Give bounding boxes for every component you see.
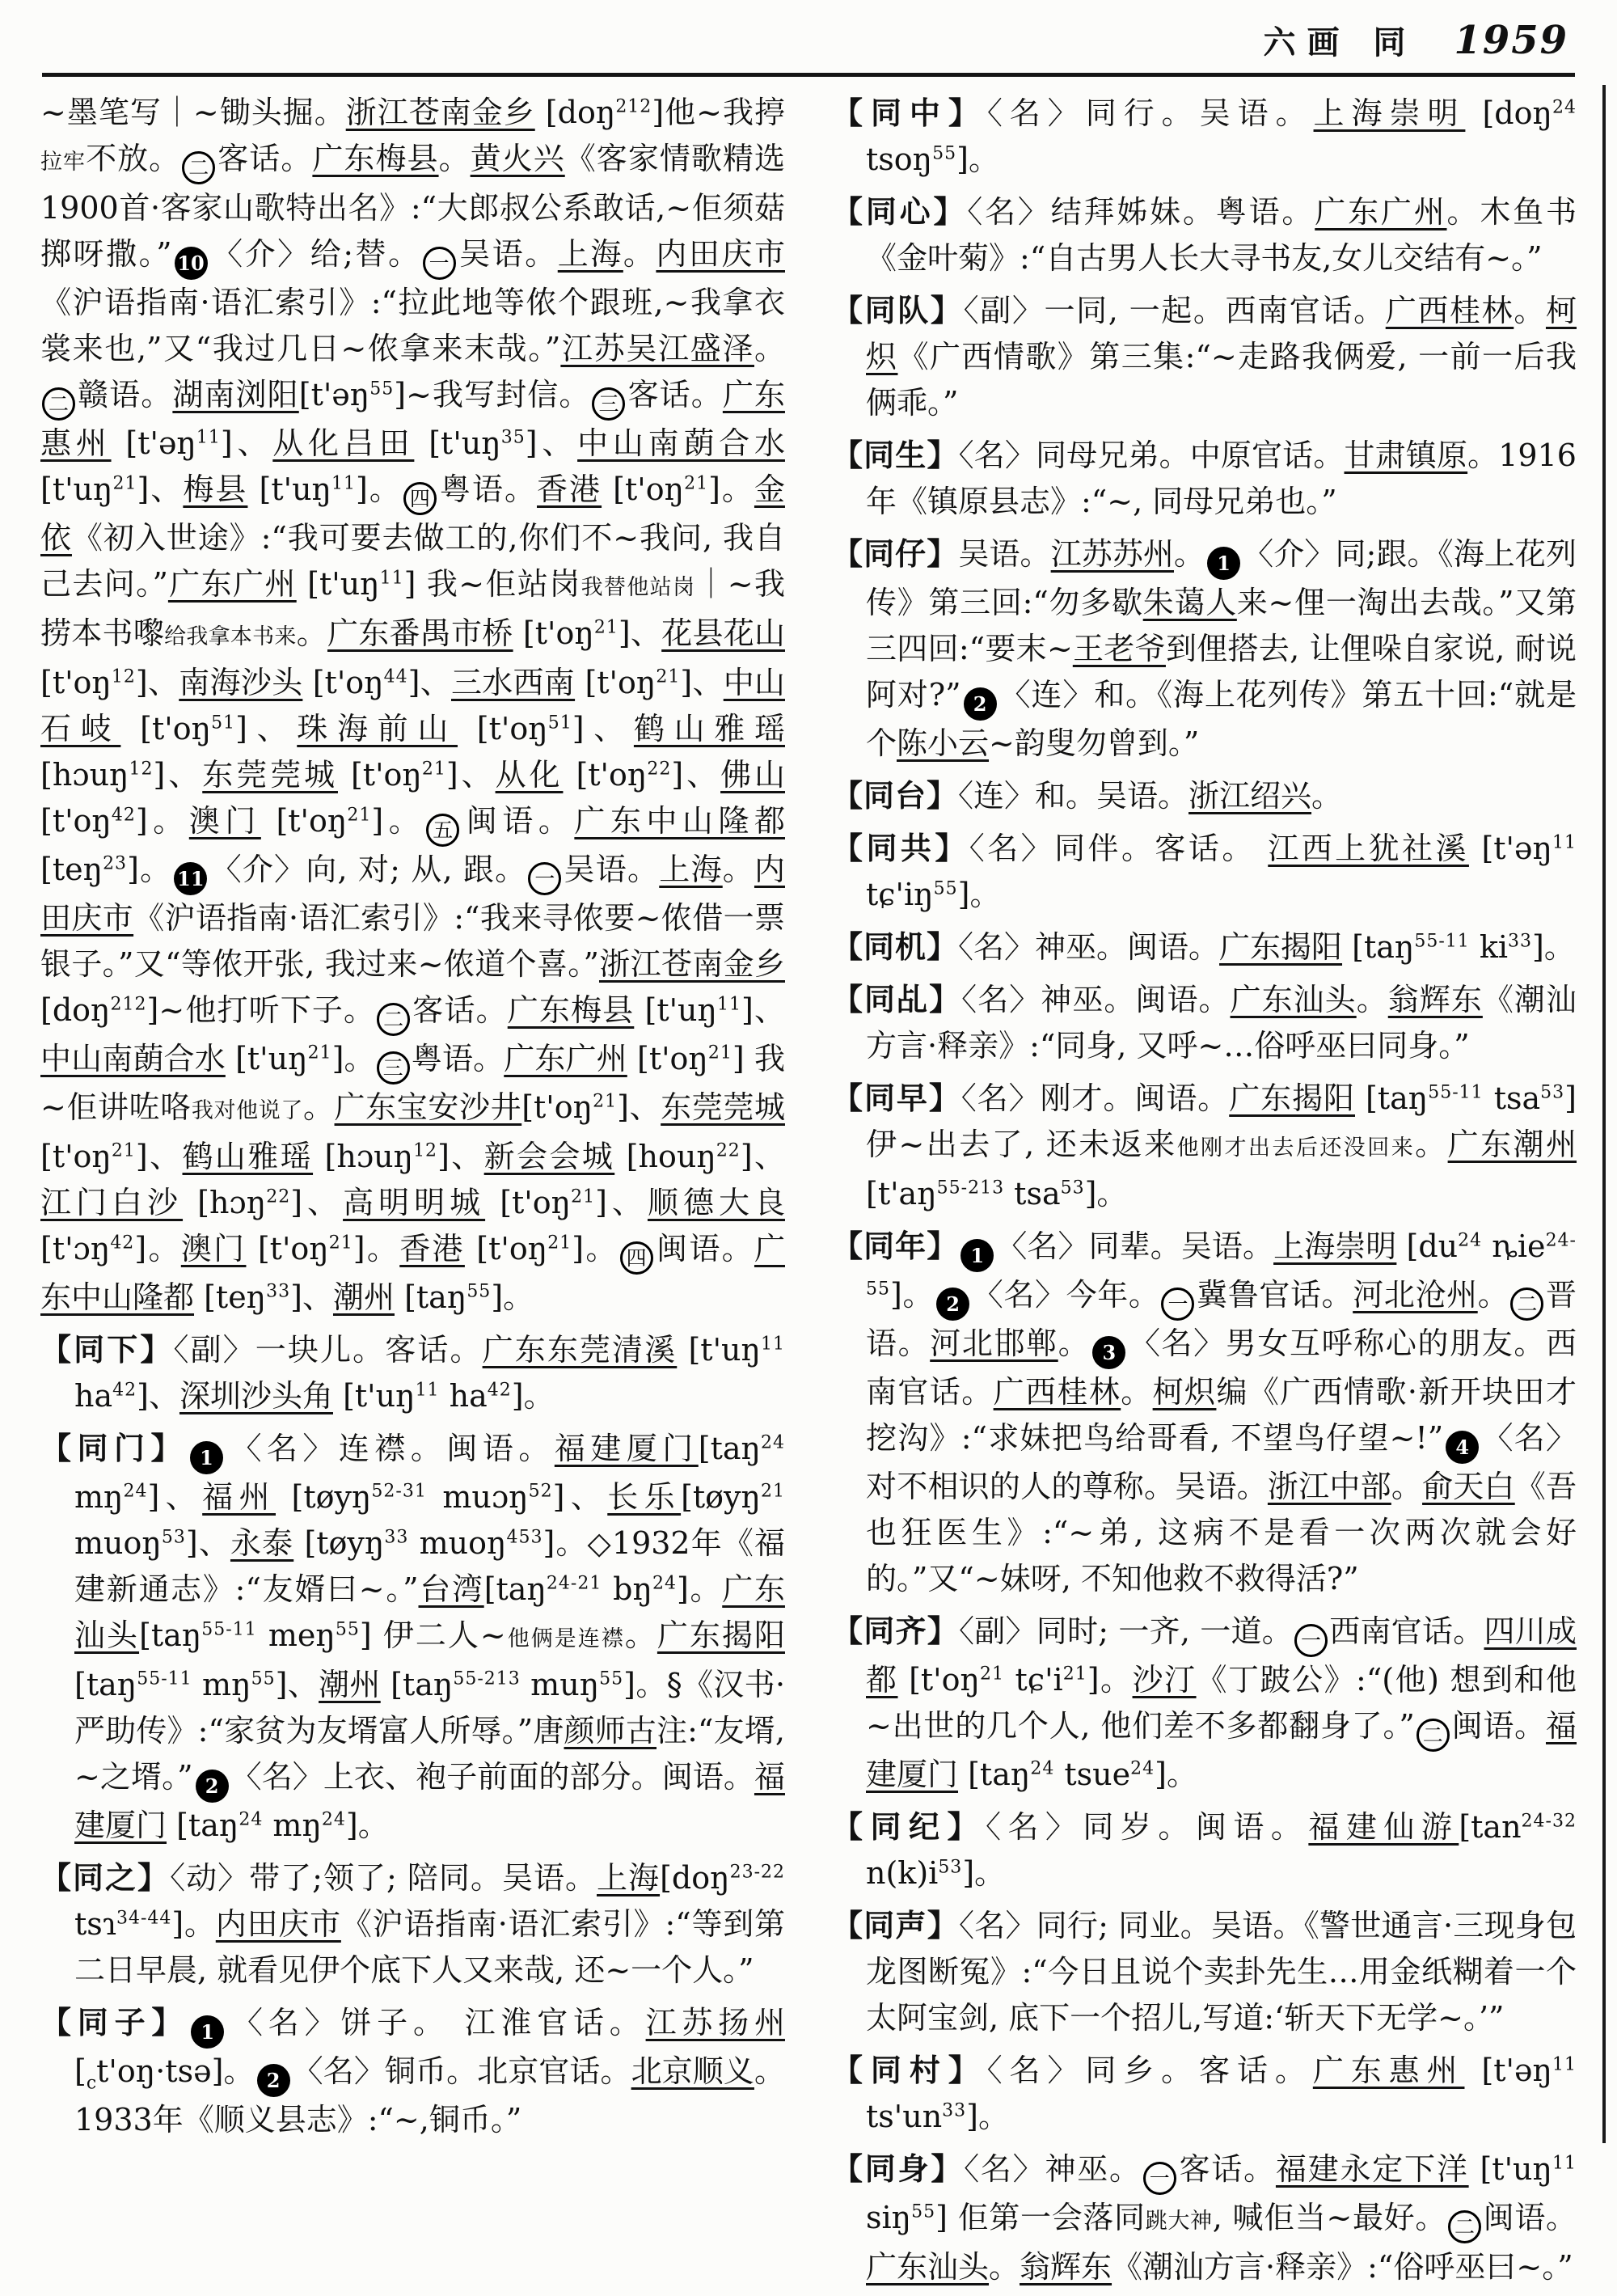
tone-superscript: 52-31 [371, 1481, 427, 1502]
page-header [40, 0, 1577, 73]
entry-同之: 【同之】〈动〉带了;领了; 陪同。吴语。上海[doŋ$^{23-22}$ tsɿ$^{34-44}$]。内田庆市《沪语指南·语汇索引》:“等到第二日早晨, 就看见伊个底下人又来哉, 还~一个人。” [40, 1859, 785, 1988]
headword: 【同生】 [832, 437, 959, 473]
text-columns [40, 77, 1577, 2296]
proper-name: 福建厦门 [74, 1759, 785, 1843]
headword: 【同门】 [40, 1430, 188, 1466]
section-label: 六画 同 [1263, 23, 1417, 61]
tone-superscript: 11 [415, 1380, 440, 1401]
entry-同仔: 【同仔】吴语。江苏苏州。 1 〈介〉同;跟。《海上花列传》第三回:“勿多歇朱蔼人来~俚一淘出去哉。”又第三四回:“要末~王老爷到俚搭去, 让俚哚自家说, 耐说阿对?” 2 〈连〉和。《海上花列传》第五十回:“就是个陈小云~韵叟勿曾到。” [832, 535, 1577, 761]
tone-superscript: 11 [717, 994, 742, 1015]
proper-name: 上海 [659, 852, 723, 887]
sense-number-badge: 1 [191, 2015, 224, 2049]
proper-name: 顺德大良 [647, 1185, 785, 1220]
proper-name: 江苏苏州 [1050, 536, 1174, 572]
tone-superscript: 24 [321, 1809, 346, 1830]
proper-name: 中山石岐 [40, 665, 785, 746]
headword: 【同村】 [832, 2052, 987, 2088]
proper-name: 福建仙游 [1308, 1809, 1459, 1845]
sense-number-badge: 10 [175, 247, 208, 280]
tone-superscript: 21 [547, 1233, 572, 1254]
headword: 【同乩】 [832, 981, 962, 1017]
tone-superscript: 35 [500, 427, 526, 448]
tone-superscript: 55-11 [1414, 931, 1470, 952]
proper-name: 潮州 [332, 1279, 395, 1315]
proper-name: 广东惠州 [40, 377, 785, 461]
entry-continuation: ~墨笔写｜~锄头掘。浙江苍南金乡 [doŋ$^{212}$]他~我揨拉牢不放。 二 客话。广东梅县。黄火兴《客家情歌精选1900首·客家山歌特出名》:“大郎叔公系敢话,~佢须菇掷呀撒。” 10 〈介〉给;替。 一 吴语。上海。内田庆市《沪语指南·语汇索引》:“拉此地等侬个跟班,~我拿衣裳来也,”又“我过几日~侬拿来末哉。”江苏吴江盛泽。二 赣语。湖南浏阳[t'əŋ$^{55}$]~我写封信。 三 客话。广东惠州 [t'əŋ$^{11}$]、从化吕田 $[t'uŋ^{35}]$、中山南蓢合水 $[t'uŋ^{21}]$、梅县 $[t'uŋ^{11}]$。 四 粤语。香港 $[t'oŋ^{21}]$。金依《初入世途》:“我可要去做工的,你们不~我问, 我自己去问。”广东广州 $[t'uŋ^{11}]$ 我~佢站岗我替他站岗｜~我捞本书嚟给我拿本书来。广东番禺市桥 $[t'oŋ^{21}]$、花县花山 $[t'oŋ^{12}]$、南海沙头 $[t'oŋ^{44}]$、三水西南 $[t'oŋ^{21}]$、中山石岐 $[t'oŋ^{51}]$、珠海前山 $[t'oŋ^{51}]$、鹤山雅瑶 [hɔuŋ$^{12}$]、东莞莞城 $[t'oŋ^{21}]$、从化 $[t'oŋ^{22}]$、佛山 $[t'oŋ^{42}]$。澳门 $[t'oŋ^{21}]$。 五 闽语。广东中山隆都 [teŋ$^{23}$]。 11 〈介〉向, 对; 从, 跟。 一 吴语。上海。内田庆市《沪语指南·语汇索引》:“我来寻侬要~侬借一票银子。”又“等侬开张, 我过来~侬道个喜。”浙江苍南金乡[doŋ$^{212}$]~他打听下子。 二 客话。广东梅县 $[t'uŋ^{11}]$、中山南蓢合水 $[t'uŋ^{21}]$。 三 粤语。广东广州 $[t'oŋ^{21}]$ 我~佢讲咗咯我对他说了。广东宝安沙井$[t'oŋ^{21}]$、东莞莞城 $[t'oŋ^{21}]$、鹤山雅瑶 [hɔuŋ$^{12}$]、新会会城 [houŋ$^{22}$]、江门白沙 [hɔŋ$^{22}$]、高明明城 $[t'oŋ^{21}]$、顺德大良 [t'ɔŋ$^{42}$]。澳门 $[t'oŋ^{21}]$。香港 $[t'oŋ^{21}]$。 四 闽语。广东中山隆都 [teŋ$^{33}$]、潮州 [taŋ$^{55}$]。 [40, 95, 786, 1315]
proper-name: 柯炽 [1152, 1374, 1217, 1410]
subsense-number-badge: 二 [1416, 1719, 1450, 1752]
proper-name: 上海 [557, 236, 623, 272]
tone-superscript: 42 [487, 1380, 512, 1401]
entry-同齐: 【同齐】〈副〉同时; 一齐, 一道。 一 西南官话。四川成都 [$t'oŋ^{21}$ $tɕ'i^{21}$]。沙汀《丁跛公》:“(他) 想到和他~出世的几个人, 他们差不多都翻身了。” 二 闽语。福建厦门 [taŋ$^{24}$ tsue$^{24}$]。 [832, 1613, 1577, 1792]
proper-name: 广东梅县 [312, 141, 439, 176]
tone-superscript: 53 [161, 1527, 186, 1548]
tone-superscript: 24 [123, 1481, 148, 1502]
tone-superscript: 21 [112, 473, 137, 494]
proper-name: 广东中山隆都 [40, 1231, 785, 1315]
headword: 【同队】 [832, 292, 964, 328]
proper-name: 广西桂林 [1385, 293, 1514, 328]
proper-name: 陈小云 [897, 725, 990, 761]
tone-superscript: 212 [110, 994, 147, 1015]
proper-name: 上海崇明 [1313, 95, 1466, 131]
sense-number-badge: 3 [1092, 1336, 1125, 1369]
tone-superscript: 42 [112, 1380, 137, 1401]
tone-superscript: 55 [911, 2201, 936, 2222]
sense-number-badge: 1 [960, 1239, 994, 1272]
sense-number-badge: 11 [174, 862, 207, 895]
proper-name: 广东惠州 [1312, 2053, 1465, 2088]
tone-superscript: 21 [979, 1664, 1004, 1685]
headword: 【同子】 [40, 2004, 189, 2040]
tone-superscript: 22 [716, 1140, 741, 1161]
proper-name: 澳门 [188, 803, 261, 839]
subsense-number-badge: 二 [182, 151, 215, 184]
tone-superscript: 22 [647, 759, 672, 780]
entry-同早: 【同早】〈名〉刚才。闽语。广东揭阳 [taŋ$^{55-11}$ tsa$^{53}$] 伊~出去了, 还未返来他刚才出去后还没回来。广东潮州 [$t'aŋ^{55-213}$ tsa$^{53}$]。 [832, 1080, 1577, 1211]
tone-superscript: 24 [1130, 1758, 1155, 1779]
proper-name: 江苏扬州 [645, 2005, 785, 2040]
tone-superscript: 453 [506, 1527, 543, 1548]
tone-superscript: 21 [707, 1042, 733, 1063]
headword: 【同早】 [832, 1080, 961, 1116]
proper-name: 湖南浏阳 [172, 377, 299, 412]
tone-superscript: 22 [266, 1186, 291, 1207]
headword: 【同机】 [832, 928, 959, 965]
tone-superscript: 33 [266, 1281, 291, 1302]
proper-name: 福建厦门 [554, 1431, 699, 1466]
tone-superscript: 53 [1540, 1082, 1565, 1103]
proper-name: 内田庆市 [215, 1906, 341, 1942]
tone-superscript: 21 [328, 1233, 353, 1254]
sense-number-badge: 2 [936, 1288, 969, 1321]
tone-superscript: 55-213 [453, 1668, 521, 1689]
tone-superscript: 11 [331, 473, 357, 494]
proper-name: 珠海前山 [297, 711, 458, 746]
proper-name: 广东揭阳 [1219, 929, 1343, 965]
subsense-number-badge: 五 [426, 814, 459, 847]
subsense-number-badge: 四 [403, 482, 437, 515]
tone-superscript: 21 [111, 1140, 136, 1161]
tone-superscript: 33 [384, 1527, 409, 1548]
tone-superscript: 24-21 [546, 1573, 602, 1594]
proper-name: 永泰 [230, 1525, 294, 1561]
proper-name: 浙江苍南金乡 [345, 95, 535, 130]
tone-superscript: 55 [933, 878, 958, 899]
proper-name: 江西上犹社溪 [1268, 831, 1469, 866]
headword: 【同心】 [832, 193, 968, 230]
tone-superscript: 11 [1552, 2054, 1577, 2075]
proper-name: 颜师古 [564, 1713, 657, 1748]
tone-superscript: 21 [1062, 1664, 1087, 1685]
proper-name: 北京顺义 [631, 2053, 754, 2089]
proper-name: 俞天白 [1422, 1469, 1515, 1504]
tone-superscript: 21 [684, 473, 709, 494]
tone-superscript: 12 [413, 1140, 438, 1161]
subsense-number-badge: 二 [42, 387, 75, 421]
proper-name: 广东广州 [167, 566, 297, 602]
tone-superscript: 33 [942, 2100, 967, 2121]
tone-superscript: 33 [1508, 931, 1533, 952]
headword: 【同共】 [832, 830, 969, 866]
tone-superscript: 21 [307, 1042, 332, 1063]
entry-同生: 【同生】〈名〉同母兄弟。中原官话。甘肃镇原。1916年《镇原县志》:“~, 同母兄弟也。” [832, 437, 1577, 519]
tone-superscript: 24 [239, 1809, 264, 1830]
proper-name: 广东汕头 [866, 2249, 990, 2285]
tone-superscript: 24 [1030, 1758, 1055, 1779]
proper-name: 黄火兴 [470, 141, 565, 176]
tone-superscript: 55 [369, 378, 395, 400]
column-left [40, 90, 785, 2296]
proper-name: 四川成都 [866, 1613, 1577, 1698]
proper-name: 柯炽 [866, 293, 1577, 374]
tone-superscript: 24-55 [866, 1230, 1577, 1300]
proper-name: 长乐 [607, 1479, 682, 1515]
proper-name: 上海崇明 [1273, 1228, 1397, 1264]
sense-number-badge: 2 [196, 1770, 229, 1803]
entry-同乩: 【同乩】〈名〉神巫。闽语。广东汕头。翁辉东《潮汕方言·释亲》:“同身, 又呼~…俗呼巫曰同身。” [832, 981, 1577, 1063]
proper-name: 内田庆市 [656, 236, 785, 272]
proper-name: 江门白沙 [40, 1185, 184, 1220]
proper-name: 浙江绍兴 [1188, 778, 1312, 814]
tone-superscript: 51 [211, 712, 236, 734]
gloss-text: 我对他说了 [191, 1098, 303, 1123]
entry-同中: 【同中】〈名〉同行。吴语。上海崇明 [doŋ$^{24}$ tsoŋ$^{55}$]。 [832, 95, 1577, 177]
proper-name: 广东宝安沙井 [334, 1089, 522, 1125]
tone-superscript: 55 [932, 143, 957, 164]
entry-同门: 【同门】 1 〈名〉连襟。闽语。福建厦门[taŋ$^{24}$ $mŋ^{24}$]、福州 [tøyŋ$^{52-31}$ muɔŋ$^{52}$]、长乐[tøyŋ$^{21}$ muoŋ$^{53}$]、永泰 [tøyŋ$^{33}$ muoŋ$^{453}$]。◇1932年《福建新通志》:“友婿曰~。”台湾[taŋ$^{24-21}$ $bŋ^{24}$]。广东汕头[taŋ$^{55-11}$ meŋ$^{55}$] 伊二人~他俩是连襟。广东揭阳 [taŋ$^{55-11}$ $mŋ^{55}$]、潮州 [taŋ$^{55-213}$ muŋ$^{55}$]。§《汉书·严助传》:“家贫为友壻富人所辱。”唐颜师古注:“友壻, ~之壻。” 2 〈名〉上衣、袍子前面的部分。闽语。福建厦门 [taŋ$^{24}$ $mŋ^{24}$]。 [40, 1430, 786, 1843]
gloss-text: 拉牢 [40, 150, 87, 175]
tone-superscript: 55-11 [1428, 1082, 1484, 1103]
tone-subscript: c [86, 2073, 97, 2094]
tone-superscript: 11 [379, 568, 404, 589]
proper-name: 江苏吴江盛泽 [560, 331, 754, 366]
tone-superscript: 21 [571, 1186, 596, 1207]
proper-name: 福建永定下洋 [1275, 2151, 1469, 2187]
tone-superscript: 53 [1060, 1178, 1085, 1199]
proper-name: 广东广州 [1315, 194, 1447, 230]
entry-同村: 【同村】〈名〉同乡。客话。广东惠州 [t'əŋ$^{11}$ $ts'un^{33}$]。 [832, 2052, 1577, 2134]
proper-name: 花县花山 [661, 615, 785, 651]
proper-name: 广东揭阳 [1229, 1080, 1355, 1116]
proper-name: 甘肃镇原 [1344, 438, 1468, 473]
headword: 【同中】 [832, 95, 987, 131]
proper-name: 广东梅县 [507, 992, 635, 1028]
proper-name: 新会会城 [483, 1139, 615, 1174]
proper-name: 广东东莞清溪 [482, 1332, 678, 1368]
gloss-text: 跳大神 [1145, 2209, 1213, 2234]
tone-superscript: 24 [652, 1573, 677, 1594]
tone-superscript: 55-11 [137, 1668, 192, 1689]
tone-superscript: 24 [761, 1432, 785, 1453]
subsense-number-badge: 一 [1294, 1624, 1328, 1657]
proper-name: 上海 [597, 1860, 661, 1896]
sense-number-badge: 2 [964, 687, 997, 721]
tone-superscript: 11 [196, 427, 221, 448]
proper-name: 东莞莞城 [202, 757, 338, 793]
proper-name: 中山南蓢合水 [577, 425, 785, 461]
sense-number-badge: 2 [257, 2064, 290, 2097]
tone-superscript: 21 [761, 1481, 785, 1502]
subsense-number-badge: 一 [1161, 1288, 1194, 1321]
proper-name: 从化 [495, 757, 564, 793]
tone-superscript: 21 [656, 666, 681, 687]
proper-name: 广东汕头 [1230, 982, 1357, 1017]
subsense-number-badge: 二 [1448, 2210, 1481, 2243]
proper-name: 广东广州 [504, 1041, 627, 1076]
headword: 【同台】 [832, 777, 959, 814]
subsense-number-badge: 三 [592, 387, 625, 421]
gloss-text: 给我拿本书来 [164, 624, 297, 649]
proper-name: 三水西南 [451, 665, 576, 700]
entry-同机: 【同机】〈名〉神巫。闽语。广东揭阳 [taŋ$^{55-11}$ $ki^{33}$]。 [832, 928, 1575, 965]
tone-superscript: 23-22 [729, 1862, 785, 1883]
tone-superscript: 42 [110, 1233, 135, 1254]
tone-superscript: 55 [251, 1668, 276, 1689]
tone-superscript: 21 [593, 1091, 618, 1112]
proper-name: 翁辉东 [1387, 982, 1483, 1017]
tone-superscript: 55 [335, 1619, 360, 1640]
entry-同队: 【同队】〈副〉一同, 一起。西南官话。广西桂林。柯炽《广西情歌》第三集:“~走路我俩爱, 一前一后我俩乖。” [832, 292, 1577, 421]
tone-superscript: 55-213 [936, 1178, 1005, 1199]
headword: 【同身】 [832, 2150, 965, 2187]
entry-同身: 【同身】〈名〉神巫。 一 客话。福建永定下洋 [$t'uŋ^{11}$ siŋ$^{55}$] 佢第一会落同跳大神, 喊佢当~最好。 二 闽语。广东汕头。翁辉东《潮汕方言·释亲》:“俗呼巫曰~。” [832, 2150, 1577, 2285]
tone-superscript: 51 [547, 712, 572, 734]
proper-name: 鹤山雅瑶 [182, 1139, 314, 1174]
proper-name: 王老爷 [1072, 631, 1166, 666]
tone-superscript: 55 [467, 1281, 492, 1302]
entry-同纪: 【同纪】〈名〉同岁。闽语。福建仙游[$\tan^{24-32}$ $n(k)i^{53}$]。 [832, 1808, 1577, 1891]
proper-name: 高明明城 [343, 1185, 486, 1220]
column-right [832, 90, 1577, 2296]
entry-同年: 【同年】 1 〈名〉同辈。吴语。上海崇明 [$du^{24}$ ȵie$^{24-55}$]。 2 〈名〉今年。 一 冀鲁官话。河北沧州。 二 晋语。河北邯郸。 3 〈名〉男女互呼称心的朋友。西南官话。广西桂林。柯炽编《广西情歌·新开块田才挖沟》:“求妹把鸟给哥看, 不望鸟仔望~!” 4 〈名〉对不相识的人的尊称。吴语。浙江中部。俞天白《吾也狂医生》:“~弟, 这病不是看一次两次就会好的。”又“~妹呀, 不知他救不救得活?” [832, 1228, 1577, 1596]
sense-number-badge: 4 [1446, 1431, 1479, 1464]
tone-superscript: 21 [347, 805, 372, 826]
tone-superscript: 24 [1552, 97, 1577, 118]
gloss-text: 我替他站岗 [581, 575, 696, 600]
proper-name: 南海沙头 [179, 665, 303, 700]
tone-superscript: 55-11 [201, 1619, 257, 1640]
proper-name: 翁辉东 [1020, 2249, 1112, 2285]
subsense-number-badge: 三 [377, 1051, 410, 1085]
proper-name: 台湾 [418, 1571, 484, 1607]
subsense-number-badge: 一 [423, 247, 456, 280]
entry-同声: 【同声】〈名〉同行; 同业。吴语。《警世通言·三现身包龙图断冤》:“今日且说个卖卦先生…用金纸糊着一个太阿宝剑, 底下一个招儿,写道:‘斩天下无学~。’” [832, 1907, 1577, 2036]
entry-同心: 【同心】〈名〉结拜姊妹。粤语。广东广州。木鱼书《金叶菊》:“自古男人长大寻书友,女儿交结有~。” [832, 193, 1577, 276]
proper-name: 金依 [40, 471, 785, 556]
subsense-number-badge: 二 [377, 1003, 410, 1036]
tone-superscript: 44 [383, 666, 408, 687]
proper-name: 浙江中部 [1267, 1469, 1391, 1504]
tone-superscript: 53 [938, 1857, 963, 1878]
proper-name: 福州 [202, 1479, 276, 1515]
tone-superscript: 52 [528, 1481, 553, 1502]
proper-name: 鹤山雅瑶 [633, 711, 785, 746]
headword: 【同之】 [40, 1859, 171, 1896]
proper-name: 广东潮州 [1447, 1127, 1577, 1162]
proper-name: 广东揭阳 [657, 1617, 785, 1653]
gloss-text: 他刚才出去后还没回来 [1176, 1135, 1416, 1161]
sense-number-badge: 1 [1207, 547, 1240, 580]
proper-name: 从化吕田 [272, 425, 415, 461]
proper-name: 广东中山隆都 [574, 803, 785, 839]
tone-superscript: 24 [1458, 1230, 1483, 1251]
subsense-number-badge: 二 [1510, 1288, 1543, 1321]
entry-同子: 【同子】 1 〈名〉饼子。 江淮官话。江苏扬州 $[_ct'oŋ\cdot tsə]$。 2 〈名〉铜币。北京官话。北京顺义。1933年《顺义县志》:“~,铜币。” [40, 2004, 785, 2137]
proper-name: 河北沧州 [1353, 1277, 1478, 1313]
tone-superscript: 21 [421, 759, 446, 780]
subsense-number-badge: 一 [1143, 2162, 1176, 2195]
headword: 【同纪】 [832, 1808, 986, 1845]
proper-name: 佛山 [720, 757, 785, 793]
sense-number-badge: 1 [190, 1441, 223, 1474]
proper-name: 潮州 [319, 1667, 381, 1702]
proper-name: 朱蔼人 [1142, 585, 1237, 620]
tone-superscript: 212 [615, 96, 652, 117]
tone-superscript: 55 [599, 1668, 624, 1689]
gloss-text: 他俩是连襟 [505, 1626, 625, 1651]
tone-superscript: 12 [111, 666, 136, 687]
tone-superscript: 42 [111, 805, 136, 826]
tone-superscript: 11 [1552, 832, 1577, 853]
page-edge-line [1602, 85, 1606, 2143]
entry-同台: 【同台】〈连〉和。吴语。浙江绍兴。 [832, 777, 1343, 814]
proper-name: 内田庆市 [40, 852, 785, 936]
proper-name: 福建厦门 [866, 1708, 1577, 1792]
proper-name: 广东汕头 [74, 1571, 785, 1653]
page-number: 1959 [1454, 18, 1568, 63]
tone-superscript: 12 [129, 759, 154, 780]
subsense-number-badge: 一 [528, 862, 561, 895]
proper-name: 梅县 [183, 471, 248, 507]
tone-superscript: 11 [760, 1334, 785, 1355]
proper-name: 香港 [399, 1231, 465, 1266]
tone-superscript: 21 [593, 617, 619, 638]
proper-name: 河北邯郸 [930, 1326, 1058, 1361]
headword: 【同下】 [40, 1331, 174, 1368]
proper-name: 广东番禺市桥 [327, 615, 513, 651]
headword: 【同年】 [832, 1228, 959, 1264]
tone-superscript: 34-44 [116, 1908, 172, 1929]
proper-name: 沙汀 [1132, 1662, 1197, 1698]
tone-superscript: 11 [1552, 2153, 1577, 2174]
proper-name: 澳门 [180, 1231, 247, 1266]
proper-name: 东莞莞城 [661, 1089, 785, 1125]
headword: 【同声】 [832, 1907, 959, 1943]
tone-superscript: 24-32 [1521, 1811, 1577, 1832]
subsense-number-badge: 四 [620, 1241, 653, 1275]
entry-同下: 【同下】〈副〉一块儿。客话。广东东莞清溪 [$t'uŋ^{11}$ $ha^{42}$]、深圳沙头角 [$t'uŋ^{11}$ $ha^{42}$]。 [40, 1331, 785, 1414]
proper-name: 中山南蓢合水 [40, 1041, 226, 1076]
proper-name: 香港 [537, 471, 602, 507]
proper-name: 广西桂林 [993, 1374, 1121, 1410]
entry-同共: 【同共】〈名〉同伴。客话。 江西上犹社溪 [t'əŋ$^{11}$ $tɕ'iŋ^{55}$]。 [832, 830, 1577, 912]
proper-name: 浙江苍南金乡 [598, 946, 785, 982]
tone-superscript: 23 [103, 853, 128, 874]
headword: 【同仔】 [832, 535, 959, 572]
proper-name: 深圳沙头角 [179, 1378, 333, 1414]
headword: 【同齐】 [832, 1613, 959, 1649]
